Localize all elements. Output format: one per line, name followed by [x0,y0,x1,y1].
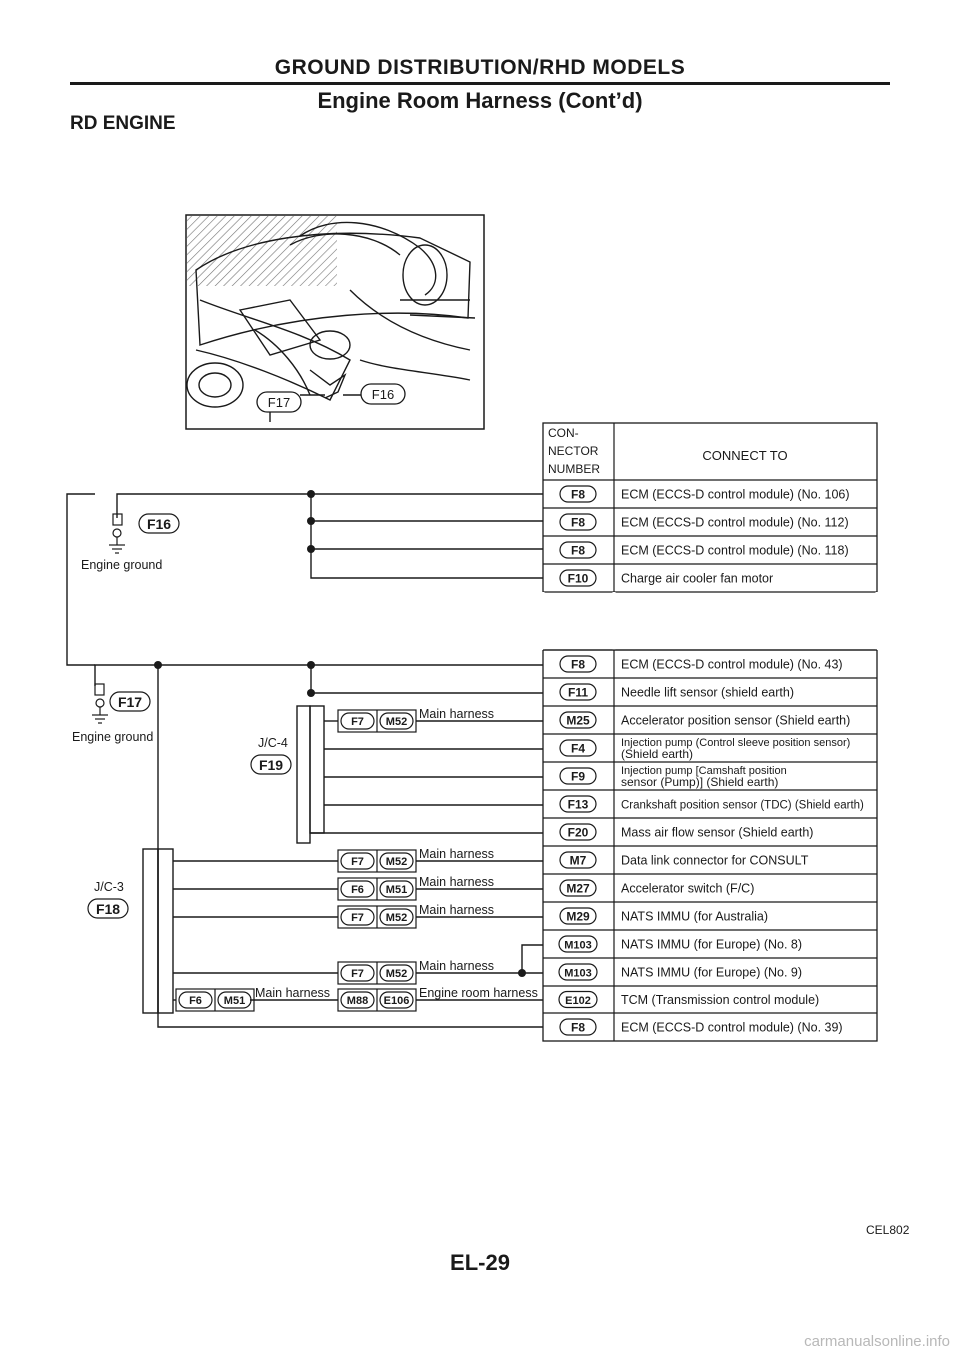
connector-number: F9 [570,769,586,784]
connect-to-desc: Crankshaft position sensor (TDC) (Shield earth) [621,799,864,812]
connector-number: M7 [569,853,587,868]
junction-jc3 [88,880,128,918]
connect-to-desc: ECM (ECCS-D control module) (No. 118) [621,543,849,558]
ground-label-f17: Engine ground [72,730,154,744]
harness-label: Main harness [419,707,495,721]
connector-number: F8 [570,657,586,672]
connector-number: F10 [567,571,589,586]
connector-number: F4 [570,741,586,756]
harness-label: Main harness [419,847,495,861]
harness-connector-a: F6 [351,884,364,896]
connect-to-desc: TCM (Transmission control module) [621,993,820,1007]
connector-number: F8 [570,543,586,558]
table-header-connector-2: NECTOR [548,444,599,458]
harness-label: Engine room harness [419,986,538,1000]
harness-connector-b: M52 [385,716,408,728]
harness-connector [338,707,494,732]
harness-connector-b: E106 [383,995,410,1007]
harness-connector-b: M51 [385,884,408,896]
table-header-connector-3: NUMBER [548,462,601,476]
connect-to-desc-line2: sensor (Pump)] (Shield earth) [621,775,779,789]
connector-number: M103 [564,967,592,980]
connect-to-desc: Injection pump [Camshaft position [621,765,787,777]
connect-to-desc: Accelerator switch (F/C) [621,881,755,896]
harness-label: Main harness [419,875,495,889]
harness-connector-b: M51 [223,995,246,1007]
harness-connector [338,847,494,872]
photo-label-f16: F16 [371,387,395,402]
ground-label-f16: Engine ground [81,558,163,572]
harness-label: Main harness [419,903,495,917]
ground-id-f16: F16 [146,516,172,532]
harness-connector-b: M52 [385,912,408,924]
connect-to-desc: Mass air flow sensor (Shield earth) [621,825,814,840]
watermark-footer: carmanualsonline.info [804,1333,950,1350]
connect-to-desc: Accelerator position sensor (Shield earth) [621,713,851,728]
harness-connector-a: F7 [351,856,364,868]
harness-connector [338,959,494,984]
junction-id-f19: F19 [258,757,284,773]
connect-to-desc: ECM (ECCS-D control module) (No. 112) [621,515,849,530]
connect-to-desc: Needle lift sensor (shield earth) [621,685,794,700]
table-header-connect-to: CONNECT TO [702,448,788,463]
harness-connector-b: M52 [385,968,408,980]
photo-label-f17: F17 [267,395,291,410]
page-header-subtitle: Engine Room Harness (Cont’d) [317,88,643,113]
connector-number: F8 [570,515,586,530]
connector-table [543,423,877,1041]
ground-symbol-f17 [72,684,153,744]
connect-to-desc: NATS IMMU (for Australia) [621,909,769,924]
connect-to-desc: NATS IMMU (for Europe) (No. 9) [621,965,803,980]
harness-connector-a: F6 [189,995,202,1007]
section-title: RD ENGINE [70,113,176,134]
connect-to-desc: ECM (ECCS-D control module) (No. 106) [621,487,850,502]
harness-connector [338,903,494,928]
connect-to-desc: ECM (ECCS-D control module) (No. 39) [621,1020,843,1035]
connect-to-desc: Charge air cooler fan motor [621,571,774,586]
connector-number: E102 [565,995,591,1007]
connector-number: F11 [567,685,589,700]
harness-connectors [176,707,538,1011]
connect-to-desc: Data link connector for CONSULT [621,853,809,868]
connect-to-desc-line2: (Shield earth) [621,747,694,761]
harness-connector [338,986,538,1011]
junction-name-jc3: J/C-3 [94,880,124,894]
junction-id-f18: F18 [95,901,121,917]
connector-number: F20 [567,825,589,840]
junction-name-jc4: J/C-4 [258,736,288,750]
ground-symbol-f16 [81,514,179,572]
harness-connector-a: F7 [351,968,364,980]
connect-to-desc: ECM (ECCS-D control module) (No. 43) [621,657,843,672]
connector-number: M29 [566,909,590,924]
connector-number: M27 [566,881,590,896]
page-header-title: GROUND DISTRIBUTION/RHD MODELS [274,56,686,79]
harness-connector-b: M52 [385,856,408,868]
wires-f16-group [67,490,543,665]
connect-to-desc: NATS IMMU (for Europe) (No. 8) [621,937,803,952]
page-number: EL-29 [450,1250,510,1275]
table-rows [543,480,877,1035]
junction-jc4 [251,736,291,774]
connect-to-desc: Injection pump (Control sleeve position sensor) [621,737,851,749]
connector-number: M25 [566,713,590,728]
harness-connector [176,986,330,1011]
connector-number: F13 [567,797,589,812]
ground-id-f17: F17 [117,694,143,710]
figure-code: CEL802 [866,1223,910,1237]
harness-label: Main harness [255,986,331,1000]
harness-connector-a: M88 [346,995,369,1007]
connector-number: F8 [570,1020,586,1035]
table-header-connector-1: CON- [548,426,579,440]
harness-connector-a: F7 [351,912,364,924]
connector-number: F8 [570,487,586,502]
engine-illustration [186,215,484,429]
harness-label: Main harness [419,959,495,973]
harness-connector [338,875,494,900]
connector-number: M103 [564,939,592,952]
harness-connector-a: F7 [351,716,364,728]
